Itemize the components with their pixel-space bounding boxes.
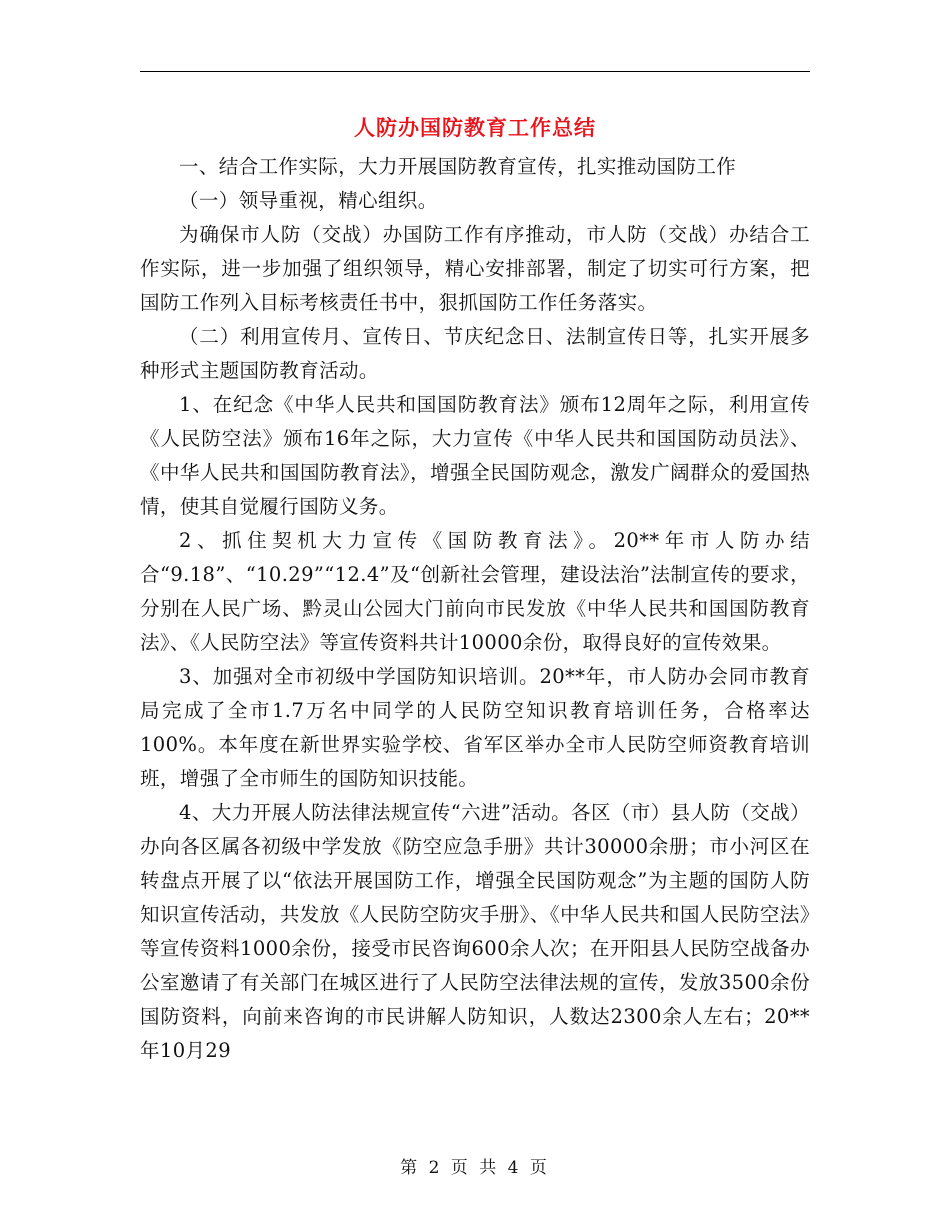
subsection-heading-2: （二）利用宣传月、宣传日、节庆纪念日、法制宣传日等，扎实开展多种形式主题国防教育活动。 (140, 325, 810, 382)
page-number-footer: 第 2 页 共 4 页 (400, 1158, 550, 1178)
paragraph: 3、加强对全市初级中学国防知识培训。20**年，市人防办会同市教育局完成了全市1.7万名中同学的人民防空知识教育培训任务，合格率达100%。本年度在新世界实验学校、省军区举办全市人民防空师资教育培训班，增强了全市师生的国防知识技能。 (140, 665, 810, 790)
subsection-heading-1: （一）领导重视，精心组织。 (179, 189, 438, 212)
document-body (140, 150, 810, 1068)
section-heading-1: 一、结合工作实际，大力开展国防教育宣传，扎实推动国防工作 (179, 155, 737, 178)
document-title: 人防办国防教育工作总结 (354, 115, 596, 140)
paragraph: 2、抓住契机大力宣传《国防教育法》。20**年市人防办结合“9.18”、“10.29”“12.4”及“创新社会管理，建设法治”法制宣传的要求，分别在人民广场、黔灵山公园大门前向市民发放《中华人民共和国国防教育法》、《人民防空法》等宣传资料共计10000余份，取得良好的宣传效果。 (140, 529, 810, 654)
header-rule (140, 71, 810, 72)
paragraph: 1、在纪念《中华人民共和国国防教育法》颁布12周年之际，利用宣传《人民防空法》颁布16年之际，大力宣传《中华人民共和国国防动员法》、《中华人民共和国国防教育法》，增强全民国防观念，激发广阔群众的爱国热情，使其自觉履行国防义务。 (140, 393, 810, 518)
paragraph: 为确保市人防（交战）办国防工作有序推动，市人防（交战）办结合工作实际，进一步加强了组织领导，精心安排部署，制定了切实可行方案，把国防工作列入目标考核责任书中，狠抓国防工作任务落实。 (140, 223, 810, 314)
paragraph: 4、大力开展人防法律法规宣传“六进”活动。各区（市）县人防（交战）办向各区属各初级中学发放《防空应急手册》共计30000余册；市小河区在转盘点开展了以“依法开展国防工作，增强全民国防观念”为主题的国防人防知识宣传活动，共发放《人民防空防灾手册》、《中华人民共和国人民防空法》等宣传资料1000余份，接受市民咨询600余人次；在开阳县人民防空战备办公室邀请了有关部门在城区进行了人民防空法律法规的宣传，发放3500余份国防资料，向前来咨询的市民讲解人防知识，人数达2300余人左右；20**年10月29 (140, 801, 810, 1062)
